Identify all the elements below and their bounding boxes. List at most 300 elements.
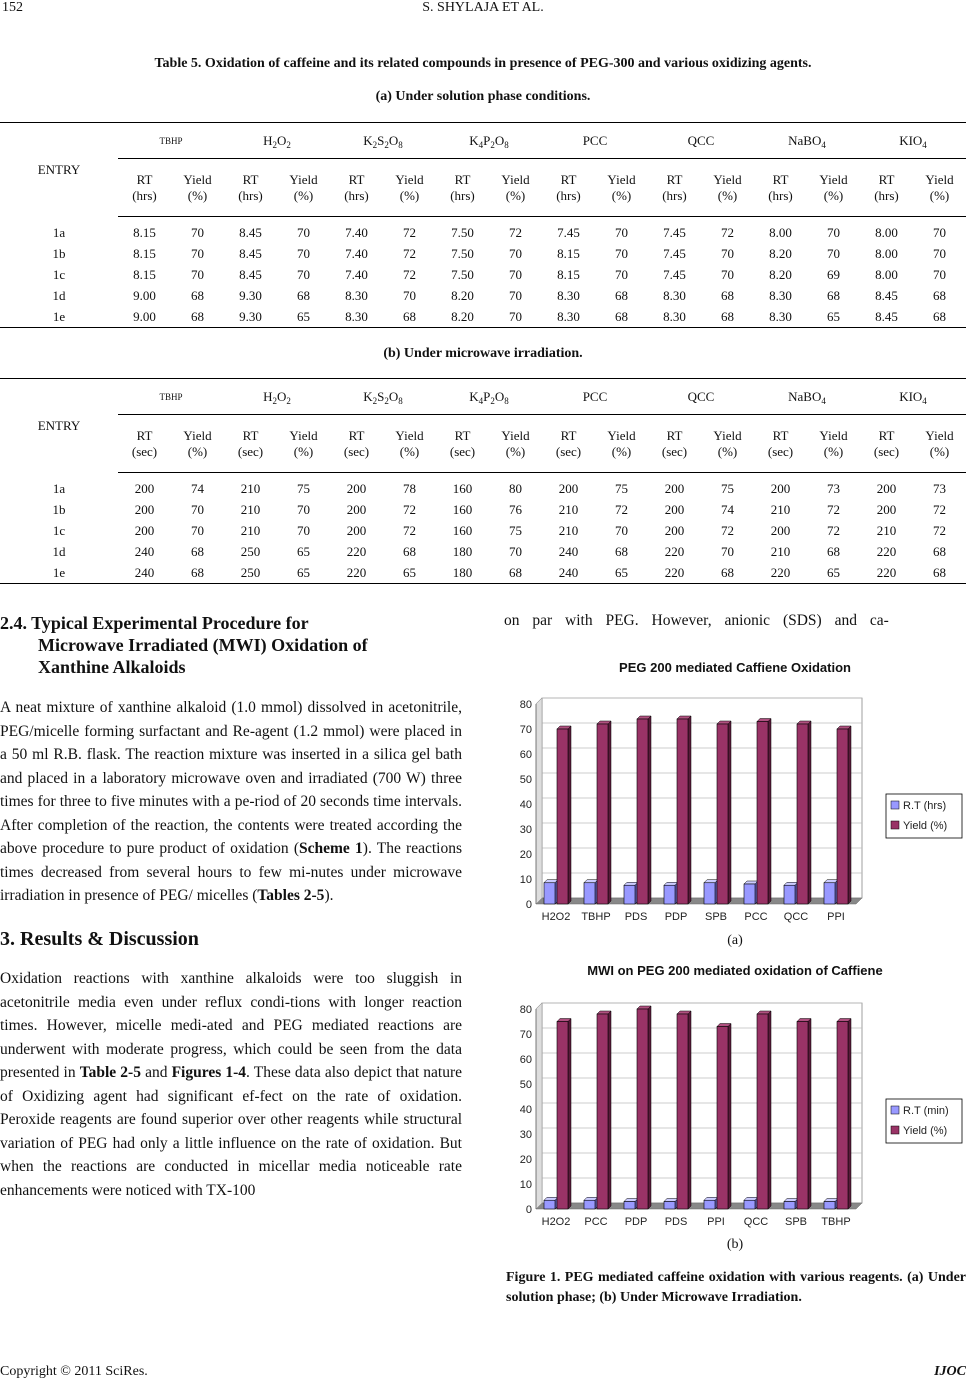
table-cell: 70 <box>191 267 204 282</box>
table-cell: 8.30 <box>754 307 807 328</box>
table-cell: 1b <box>52 502 66 517</box>
table-cell: 68 <box>701 563 754 584</box>
bar <box>797 1022 808 1210</box>
table-cell: 68 <box>489 563 542 584</box>
table-cell: 8.30 <box>769 288 792 303</box>
right-col-text: on par with PEG. However, anionic (SDS) and ca- <box>504 612 889 629</box>
table-cell: 68 <box>913 563 966 584</box>
table-cell: 80 <box>509 481 522 497</box>
figure-caption: Figure 1. PEG mediated caffeine oxidation with various reagents. (a) Under solution phase; (b) Under Microwave Irradiation. <box>506 1270 966 1305</box>
table-cell: 1d <box>52 544 66 559</box>
table-cell: 180 <box>436 563 489 584</box>
table-row <box>0 244 966 265</box>
table-row <box>0 217 966 244</box>
footer-copyright: Copyright © 2011 SciRes. <box>0 1364 148 1379</box>
table-cell: 210 <box>770 502 791 517</box>
table-cell: 70 <box>615 246 628 261</box>
table-cell: 8.45 <box>875 288 898 303</box>
table-row <box>0 265 966 286</box>
yield-header: Yield (%) <box>807 159 860 217</box>
bar <box>637 1009 648 1209</box>
table-cell: 200 <box>346 502 367 517</box>
table-cell: 1c <box>52 523 66 538</box>
y-tick-label: 10 <box>519 874 532 886</box>
bar <box>717 724 728 904</box>
table-caption: Table 5. Oxidation of caffeine and its related compounds in presence of PEG-300 and various oxidizing agents. <box>154 56 812 71</box>
table-cell: 72 <box>403 267 416 282</box>
table-cell: 75 <box>721 481 734 497</box>
table-cell: 220 <box>876 544 897 559</box>
table-cell: 65 <box>807 563 860 584</box>
bar <box>784 1202 795 1210</box>
y-tick-label: 50 <box>519 1079 532 1091</box>
rt-header: RT (sec) <box>330 415 383 473</box>
legend-label: Yield (%) <box>903 1125 948 1137</box>
y-tick-label: 60 <box>519 1054 532 1066</box>
table-cell: 200 <box>346 523 367 538</box>
bar <box>744 1200 755 1209</box>
table-cell: 200 <box>664 481 685 497</box>
table-cell: 70 <box>509 246 522 261</box>
table-cell: 72 <box>827 523 840 538</box>
yield-header: Yield (%) <box>171 415 224 473</box>
table-cell: 200 <box>346 481 367 497</box>
table-cell: 210 <box>770 544 791 559</box>
table-cell: 1e <box>0 307 118 328</box>
table-cell: 200 <box>770 481 791 497</box>
y-tick-label: 50 <box>519 774 532 786</box>
rt-header: RT (hrs) <box>330 159 383 217</box>
table-cell: 220 <box>754 563 807 584</box>
y-tick-label: 60 <box>519 749 532 761</box>
table-cell: 8.30 <box>345 288 368 303</box>
agent-header: $K_2S_2O_8$ <box>330 123 436 159</box>
yield-header: Yield (%) <box>489 159 542 217</box>
table-cell: 8.30 <box>557 288 580 303</box>
table-row <box>0 307 966 328</box>
table-cell: 210 <box>240 481 261 497</box>
table-cell: 8.45 <box>239 225 262 241</box>
table-cell: 200 <box>876 502 897 517</box>
bar <box>677 719 688 904</box>
table-cell: 70 <box>191 246 204 261</box>
x-tick-label: TBHP <box>581 911 611 923</box>
table-cell: 70 <box>297 225 310 241</box>
bar <box>744 884 755 904</box>
bar-side <box>728 721 731 904</box>
table-cell: 8.15 <box>557 246 580 261</box>
table-cell: 240 <box>118 563 171 584</box>
bar <box>557 1022 568 1210</box>
table-cell: 72 <box>721 523 734 538</box>
yield-header: Yield (%) <box>913 415 966 473</box>
x-tick-label: PDP <box>664 911 688 923</box>
table-cell: 69 <box>827 267 840 282</box>
bar-side <box>688 1011 691 1209</box>
table-cell: 160 <box>452 523 473 538</box>
bar-side <box>568 1019 571 1210</box>
table-cell: 68 <box>191 288 204 303</box>
x-tick-label: PPI <box>827 911 845 923</box>
y-tick-label: 30 <box>519 824 532 836</box>
table-cell: 72 <box>933 502 946 517</box>
table-cell: 7.50 <box>451 225 474 241</box>
bar <box>597 724 608 904</box>
table-cell: 7.45 <box>557 225 580 241</box>
table-cell: 68 <box>615 288 628 303</box>
yield-header: Yield (%) <box>595 415 648 473</box>
bar <box>824 1202 835 1210</box>
table-cell: 7.50 <box>451 267 474 282</box>
table-cell: 70 <box>615 267 628 282</box>
table-cell: 250 <box>224 563 277 584</box>
table-cell: 8.45 <box>860 307 913 328</box>
bar <box>837 1022 848 1210</box>
table-cell: 240 <box>134 544 155 559</box>
table-cell: 220 <box>330 563 383 584</box>
table-cell: 7.45 <box>663 225 686 241</box>
agent-header: QCC <box>648 123 754 159</box>
table-cell: 70 <box>297 523 310 538</box>
table-cell: 70 <box>933 225 946 241</box>
y-tick-label: 40 <box>519 1104 532 1116</box>
table-cell: 68 <box>933 544 946 559</box>
table-cell: 220 <box>346 544 367 559</box>
table-cell: 8.30 <box>648 307 701 328</box>
legend-label: Yield (%) <box>903 820 948 832</box>
agent-header: QCC <box>648 379 754 415</box>
table-cell: 160 <box>452 481 473 497</box>
table-cell: 70 <box>297 502 310 517</box>
table-cell: 70 <box>721 544 734 559</box>
table-cell: 68 <box>827 544 840 559</box>
rt-header: RT (hrs) <box>118 159 171 217</box>
chart-b-title: MWI on PEG 200 mediated oxidation of Caffiene <box>587 963 883 978</box>
table-cell: 70 <box>191 502 204 517</box>
chart-a-label: (a) <box>727 933 743 948</box>
table-cell: 1d <box>52 288 66 303</box>
table-cell: 70 <box>403 288 416 303</box>
x-tick-label: H2O2 <box>541 911 571 923</box>
table-cell: 70 <box>615 225 628 241</box>
table-cell: 200 <box>664 502 685 517</box>
table-cell: 68 <box>701 307 754 328</box>
bar-side <box>568 726 571 904</box>
agent-header: $K_2S_2O_8$ <box>330 379 436 415</box>
table-cell: 70 <box>297 267 310 282</box>
table-cell: 7.40 <box>345 246 368 261</box>
table-cell: 70 <box>615 523 628 538</box>
table-cell: 72 <box>615 502 628 517</box>
yield-header: Yield (%) <box>489 415 542 473</box>
table-cell: 7.50 <box>451 246 474 261</box>
x-tick-label: QCC <box>743 1216 769 1228</box>
table-row <box>0 473 966 500</box>
section-3-body: Oxidation reactions with xanthine alkaloids were too sluggish in acetonitrile media even under reflux condi-tions with longer reaction times. However, micelle medi-ated and PEG mediated reactions are underwent with moderate progress, which could be seen from the data presented in Table 2-5 and Figures 1-4. These data also depict that nature of Oxidizing agent had significant ef-fect on the rate of oxidation. Peroxide reagents are found superior over other reagents while structural variation of PEG had only a little influence on the rate of oxidation. But when the reactions are conducted in micellar media noticeable rate enhancements were noticed with TX-100 <box>0 970 462 1199</box>
bar-side <box>768 1011 771 1209</box>
table-cell: 68 <box>171 307 224 328</box>
bar <box>557 729 568 904</box>
rt-header: RT (sec) <box>648 415 701 473</box>
section-heading <box>0 612 462 678</box>
table-cell: 8.15 <box>133 267 156 282</box>
bar-side <box>848 1019 851 1210</box>
table-cell: 9.00 <box>133 288 156 303</box>
bar <box>544 883 555 904</box>
yield-header: Yield (%) <box>701 159 754 217</box>
table-cell: 65 <box>383 563 436 584</box>
table-cell: 7.40 <box>345 267 368 282</box>
table-cell: 72 <box>827 502 840 517</box>
table-cell: 9.30 <box>239 288 262 303</box>
table-cell: 7.45 <box>663 267 686 282</box>
section-2-4-body: A neat mixture of xanthine alkaloid (1.0 mmol) dissolved in acetonitrile, PEG/micelle forming surfactant and Re-agent (1.2 mmol) were placed in a 50 ml R.B. flask. The reaction mixture was inserted in a silica gel bath and placed in a laboratory microwave oven and irradiated (700 W) three times for three to five minutes with a pe-riod of 20 seconds time intervals. After completion of the reaction, the contents were treated according the above procedure to pure product of oxidation (Scheme 1). The reactions times decreased from several hours to few mi-nutes under microwave irradiation in presence of PEG/ micelles (Tables 2-5). <box>0 699 462 904</box>
plot-left-wall <box>536 1003 542 1209</box>
table-row <box>0 500 966 521</box>
table-cell: 9.00 <box>118 307 171 328</box>
bar <box>757 722 768 905</box>
rt-header: RT (sec) <box>436 415 489 473</box>
bar <box>677 1014 688 1209</box>
table-cell: 68 <box>615 544 628 559</box>
x-tick-label: SPB <box>784 1216 808 1228</box>
table-cell: 220 <box>860 563 913 584</box>
table-cell: 220 <box>648 563 701 584</box>
entry-header: ENTRY <box>0 123 118 217</box>
table-cell: 68 <box>191 544 204 559</box>
bar-side <box>808 1019 811 1210</box>
table-cell: 65 <box>277 563 330 584</box>
table-cell: 65 <box>807 307 860 328</box>
rt-header: RT (sec) <box>754 415 807 473</box>
table-cell: 70 <box>509 267 522 282</box>
yield-header: Yield (%) <box>277 415 330 473</box>
legend-label: R.T (min) <box>903 1105 949 1117</box>
yield-header: Yield (%) <box>277 159 330 217</box>
rt-header: RT (sec) <box>542 415 595 473</box>
yield-header: Yield (%) <box>913 159 966 217</box>
agent-header: NaBO$_4$ <box>754 123 860 159</box>
agent-header: PCC <box>542 123 648 159</box>
x-tick-label: PDS <box>664 1216 688 1228</box>
agent-header: TBHP <box>118 123 224 159</box>
plot-left-wall <box>536 698 542 904</box>
table-cell: 72 <box>403 246 416 261</box>
table-cell: 160 <box>452 502 473 517</box>
rt-header: RT (sec) <box>224 415 277 473</box>
y-tick-label: 20 <box>519 1154 532 1166</box>
table-cell: 8.20 <box>436 307 489 328</box>
table-cell: 210 <box>876 523 897 538</box>
x-tick-label: H2O2 <box>541 1216 571 1228</box>
table-cell: 210 <box>240 523 261 538</box>
legend-swatch <box>891 1126 899 1134</box>
table-row <box>0 542 966 563</box>
bar-side <box>848 726 851 904</box>
heading-line-2: Microwave Irradiated (MWI) Oxidation of <box>38 635 368 655</box>
y-tick-label: 70 <box>519 1029 532 1041</box>
table-cell: 68 <box>171 563 224 584</box>
table-cell: 72 <box>933 523 946 538</box>
y-tick-label: 40 <box>519 799 532 811</box>
table-cell: 68 <box>827 288 840 303</box>
rt-header: RT (hrs) <box>648 159 701 217</box>
section-3-heading: 3. Results & Discussion <box>0 927 199 950</box>
agent-header: $H_2O_2$ <box>224 379 330 415</box>
bar-side <box>608 721 611 904</box>
x-tick-label: TBHP <box>821 1216 851 1228</box>
table-cell: 75 <box>509 523 522 538</box>
table-cell: 7.40 <box>345 225 368 241</box>
table-cell: 78 <box>403 481 416 497</box>
table-cell: 8.00 <box>769 225 792 241</box>
section-2-4 <box>0 612 462 1202</box>
bar <box>544 1200 555 1209</box>
table-cell: 8.00 <box>875 225 898 241</box>
yield-header: Yield (%) <box>595 159 648 217</box>
y-tick-label: 20 <box>519 849 532 861</box>
page-number: 152 <box>2 0 23 15</box>
table-cell: 68 <box>297 288 310 303</box>
rt-header: RT (hrs) <box>224 159 277 217</box>
bar <box>704 1200 715 1209</box>
table-cell: 68 <box>595 307 648 328</box>
table-cell: 70 <box>191 523 204 538</box>
table-cell: 68 <box>383 307 436 328</box>
table-cell: 1b <box>52 246 66 261</box>
legend-swatch <box>891 801 899 809</box>
agent-header: $K_4P_2O_8$ <box>436 123 542 159</box>
rt-header: RT (sec) <box>860 415 913 473</box>
table-cell: 180 <box>452 544 473 559</box>
y-tick-label: 80 <box>519 699 532 711</box>
table-cell: 200 <box>664 523 685 538</box>
table-cell: 70 <box>827 225 840 241</box>
rt-header: RT (hrs) <box>436 159 489 217</box>
bar <box>837 729 848 904</box>
table-cell: 74 <box>721 502 734 517</box>
table-cell: 68 <box>403 544 416 559</box>
y-tick-label: 70 <box>519 724 532 736</box>
table-cell: 8.20 <box>451 288 474 303</box>
y-tick-label: 0 <box>525 899 532 911</box>
x-tick-label: PDS <box>624 911 648 923</box>
table-cell: 200 <box>134 481 155 497</box>
table-cell: 72 <box>403 502 416 517</box>
agent-header: $H_2O_2$ <box>224 123 330 159</box>
chart-b <box>504 985 966 1235</box>
table-cell: 70 <box>509 544 522 559</box>
legend-swatch <box>891 1106 899 1114</box>
agent-header: TBHP <box>118 379 224 415</box>
table-cell: 8.00 <box>875 246 898 261</box>
table-cell: 200 <box>770 523 791 538</box>
y-tick-label: 10 <box>519 1179 532 1191</box>
bar <box>784 885 795 904</box>
table-cell: 250 <box>240 544 261 559</box>
table-cell: 200 <box>558 481 579 497</box>
x-tick-label: PDP <box>624 1216 648 1228</box>
y-tick-label: 30 <box>519 1129 532 1141</box>
table-cell: 8.30 <box>663 288 686 303</box>
entry-header: ENTRY <box>0 379 118 473</box>
x-tick-label: PCC <box>744 911 768 923</box>
bar-side <box>728 1024 731 1210</box>
yield-header: Yield (%) <box>701 415 754 473</box>
bar-side <box>688 716 691 904</box>
x-tick-label: SPB <box>704 911 728 923</box>
table-cell: 200 <box>134 502 155 517</box>
table-cell: 73 <box>827 481 840 497</box>
table-cell: 1e <box>0 563 118 584</box>
agent-header: NaBO$_4$ <box>754 379 860 415</box>
table-cell: 8.45 <box>239 246 262 261</box>
table-cell: 240 <box>558 544 579 559</box>
table-cell: 9.30 <box>224 307 277 328</box>
table-cell: 72 <box>403 523 416 538</box>
table-cell: 220 <box>664 544 685 559</box>
bar <box>797 724 808 904</box>
table-cell: 7.45 <box>663 246 686 261</box>
legend-label: R.T (hrs) <box>903 800 947 812</box>
table-cell: 70 <box>509 288 522 303</box>
table-cell: 8.30 <box>330 307 383 328</box>
y-tick-label: 0 <box>525 1204 532 1216</box>
legend-swatch <box>891 821 899 829</box>
table-cell: 8.20 <box>769 246 792 261</box>
table-cell: 8.45 <box>239 267 262 282</box>
table-cell: 75 <box>615 481 628 497</box>
table-cell: 70 <box>933 267 946 282</box>
heading-line-1: 2.4. Typical Experimental Procedure for <box>0 613 309 633</box>
table-cell: 72 <box>403 225 416 241</box>
table-cell: 1a <box>52 481 66 496</box>
table-cell: 210 <box>558 523 579 538</box>
bar <box>664 885 675 904</box>
rt-header: RT (hrs) <box>860 159 913 217</box>
table-cell: 70 <box>827 246 840 261</box>
bar-side <box>808 721 811 904</box>
agent-header: PCC <box>542 379 648 415</box>
table-cell: 210 <box>558 502 579 517</box>
bar <box>704 883 715 904</box>
table-row <box>0 563 966 584</box>
table-row <box>0 286 966 307</box>
table-solution-phase <box>0 122 966 328</box>
bar <box>584 883 595 904</box>
x-tick-label: PCC <box>584 1216 608 1228</box>
table-cell: 73 <box>933 481 946 497</box>
bar-side <box>768 719 771 905</box>
yield-header: Yield (%) <box>171 159 224 217</box>
table-cell: 65 <box>277 307 330 328</box>
table-cell: 68 <box>721 288 734 303</box>
agent-header: $KIO_4$ <box>860 123 966 159</box>
bar-side <box>648 1006 651 1209</box>
table-cell: 68 <box>933 288 946 303</box>
table-cell: 200 <box>876 481 897 497</box>
chart-b-label: (b) <box>726 1237 744 1252</box>
agent-header: $K_4P_2O_8$ <box>436 379 542 415</box>
rt-header: RT (hrs) <box>754 159 807 217</box>
table-cell: 1a <box>52 225 66 240</box>
bar-side <box>608 1011 611 1209</box>
table-cell: 8.30 <box>542 307 595 328</box>
table-microwave <box>0 378 966 584</box>
bar <box>757 1014 768 1209</box>
heading-line-3: Xanthine Alkaloids <box>38 657 186 677</box>
table-subcaption-b: (b) Under microwave irradiation. <box>383 346 583 361</box>
